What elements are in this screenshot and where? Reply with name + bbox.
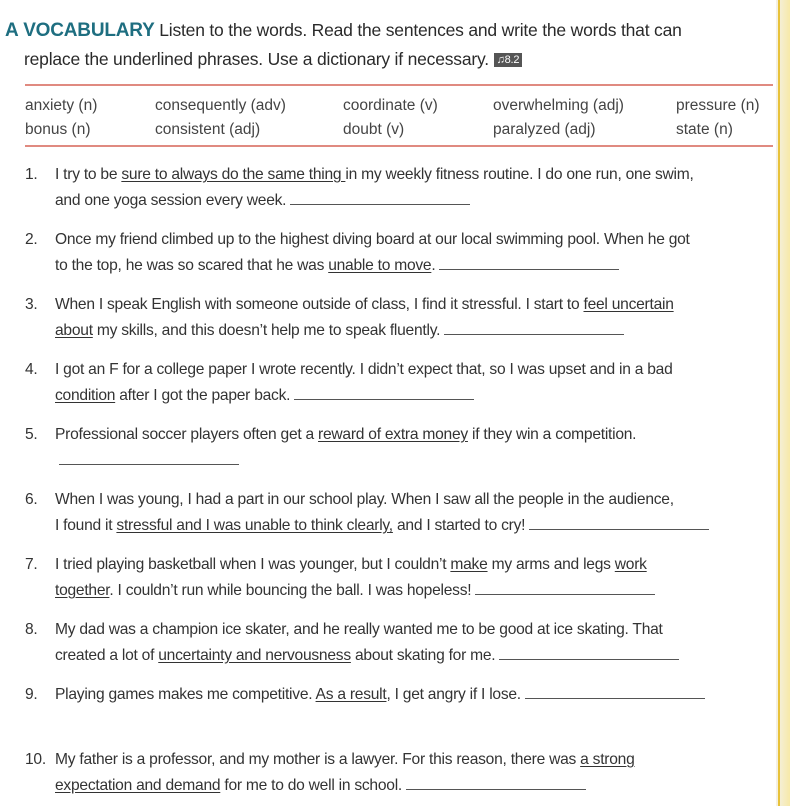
sentence-text: I found it [55,517,117,534]
answer-blank[interactable] [406,775,586,790]
answer-blank[interactable] [529,515,709,530]
sentence-text: I got an F for a college paper I wrote recently. I didn’t expect that, so I was upset and in a bad [55,361,673,378]
sentence-text: and I started to cry! [392,517,526,534]
sentence-line [55,773,780,799]
exercise-item [25,422,780,487]
underlined-phrase: work [614,556,647,573]
word: anxiety (n) [25,97,98,114]
sentence-line [55,188,780,214]
word-box-row [25,118,773,142]
answer-blank[interactable] [475,580,655,595]
word-box [25,94,773,142]
instruction-line-2: replace the underlined phrases. Use a dictionary if necessary. [24,49,489,69]
exercise-item [25,617,780,682]
word-box-row [25,94,773,118]
sentence-line [55,383,780,409]
sentence-text: Playing games makes me competitive. [55,686,316,703]
underlined-phrase: sure to always do the same thing [121,166,346,183]
underlined-phrase: reward of extra money [318,426,468,443]
sentence-line [55,318,780,344]
underlined-phrase: about [55,322,93,339]
exercise-items [25,162,780,812]
answer-blank[interactable] [499,645,679,660]
sentence-line [55,448,780,474]
answer-blank[interactable] [444,320,624,335]
sentence-text: My dad was a champion ice skater, and he really wanted me to be good at ice skating. That [55,621,663,638]
sentence-text: for me to do well in school. [220,777,402,794]
item-number: 1. [25,166,38,183]
word: state (n) [676,121,733,138]
item-number: 2. [25,231,38,248]
sentence-text: Once my friend climbed up to the highest diving board at our local swimming pool. When he got [55,231,690,248]
sentence-text: my skills, and this doesn’t help me to speak fluently. [92,322,441,339]
underlined-phrase: condition [55,387,116,404]
exercise-item [25,552,780,617]
item-number: 9. [25,686,38,703]
sentence-line [55,747,780,773]
word-box-top-rule [25,84,773,86]
sentence-text: after I got the paper back. [115,387,291,404]
exercise-item [25,162,780,227]
sentence-line [55,682,780,708]
sentence-text: I tried playing basketball when I was younger, but I couldn’t [55,556,451,573]
sentence-text: created a lot of [55,647,159,664]
word: paralyzed (adj) [493,121,596,138]
sentence-line [55,292,780,318]
word: consistent (adj) [155,121,261,138]
sentence-text: I try to be [55,166,122,183]
item-number: 3. [25,296,38,313]
item-number: 6. [25,491,38,508]
sentence-text: When I was young, I had a part in our school play. When I saw all the people in the audience, [55,491,674,508]
underlined-phrase: uncertainty and nervousness [158,647,351,664]
sentence-line [55,253,780,279]
word: overwhelming (adj) [493,97,624,114]
sentence-line [55,578,780,604]
audio-track-number: 8.2 [504,54,520,66]
item-number: 8. [25,621,38,638]
underlined-phrase: unable to move [328,257,432,274]
item-number: 4. [25,361,38,378]
sentence-text: in my weekly fitness routine. I do one run, one swim, [345,166,694,183]
underlined-phrase: a strong [580,751,635,768]
exercise-item [25,292,780,357]
sentence-line [55,422,780,448]
sentence-text: if they win a competition. [467,426,637,443]
word: consequently (adv) [155,97,286,114]
sentence-text: about skating for me. [350,647,496,664]
sentence-line [55,162,780,188]
word: bonus (n) [25,121,91,138]
exercise-item [25,357,780,422]
exercise-item [25,682,780,747]
underlined-phrase: As a result [315,686,387,703]
sentence-line [55,643,780,669]
underlined-phrase: stressful and I was unable to think clearly, [116,517,393,534]
underlined-phrase: expectation and demand [55,777,221,794]
answer-blank[interactable] [439,255,619,270]
sentence-text: My father is a professor, and my mother is a lawyer. For this reason, there was [55,751,581,768]
item-number: 7. [25,556,38,573]
underlined-phrase: feel uncertain [583,296,674,313]
sentence-line [55,552,780,578]
audio-track-icon[interactable]: ♫8.2 [494,53,523,67]
sentence-line [55,227,780,253]
underlined-phrase: together [55,582,110,599]
sentence-text: . I couldn’t run while bouncing the ball. I was hopeless! [109,582,472,599]
sentence-text: Professional soccer players often get a [55,426,319,443]
exercise-heading: VOCABULARY [23,20,155,41]
exercise-item [25,747,780,812]
exercise-instructions [5,16,682,73]
answer-blank[interactable] [525,684,705,699]
sentence-line [55,617,780,643]
sentence-text: , I get angry if I lose. [386,686,521,703]
underlined-phrase: make [450,556,488,573]
exercise-letter: A [5,20,19,41]
sentence-text: my arms and legs [487,556,615,573]
item-number: 5. [25,426,38,443]
answer-blank[interactable] [59,450,239,465]
sentence-text: . [431,257,436,274]
sentence-line [55,513,780,539]
sentence-line [55,357,780,383]
sentence-line [55,487,780,513]
instruction-line-1: Listen to the words. Read the sentences and write the words that can [159,20,682,40]
word: pressure (n) [676,97,760,114]
word-box-bottom-rule [25,145,773,147]
sentence-text: and one yoga session every week. [55,192,287,209]
word: doubt (v) [343,121,405,138]
answer-blank[interactable] [290,190,470,205]
sentence-text: to the top, he was so scared that he was [55,257,329,274]
item-number: 10. [25,751,46,768]
answer-blank[interactable] [294,385,474,400]
exercise-item [25,487,780,552]
exercise-item [25,227,780,292]
sentence-text: When I speak English with someone outside of class, I find it stressful. I start to [55,296,584,313]
word: coordinate (v) [343,97,438,114]
